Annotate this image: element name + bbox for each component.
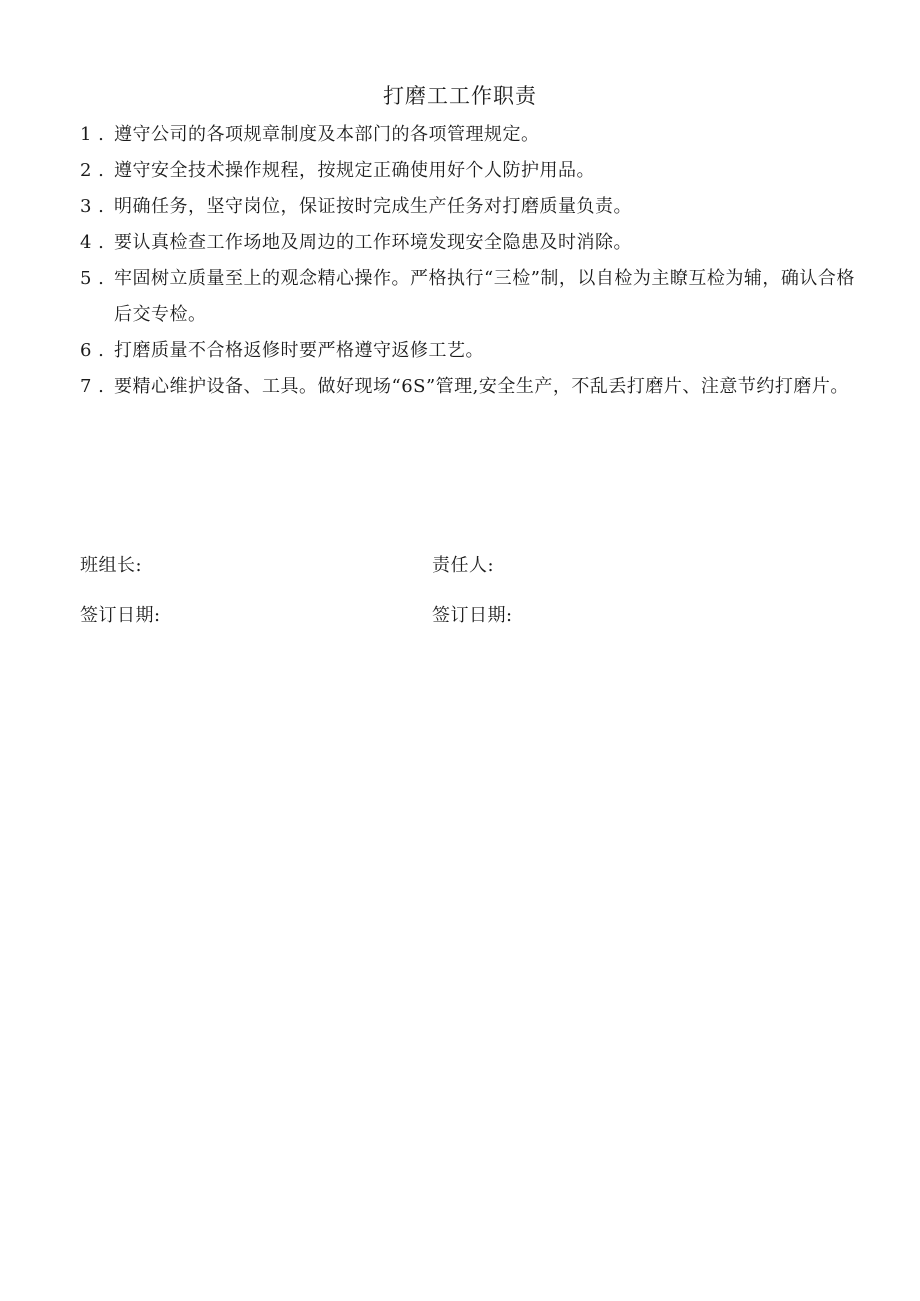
duty-number: 2 . — [80, 160, 105, 181]
sign-date-left-label: 签订日期: — [80, 605, 161, 626]
duty-text: 要认真检查工作场地及周边的工作环境发现安全隐患及时消除。 — [114, 232, 632, 253]
responsible-person-label: 责任人: — [432, 555, 495, 576]
duty-item-2 — [80, 153, 860, 189]
duty-text: 遵守公司的各项规章制度及本部门的各项管理规定。 — [114, 124, 540, 145]
duty-number: 1 . — [80, 124, 105, 145]
duty-item-6 — [80, 333, 860, 369]
duty-number: 4 . — [80, 232, 105, 253]
duty-number: 3 . — [80, 196, 105, 217]
document-title: 打磨工工作职责 — [383, 84, 537, 108]
duty-text: 牢固树立质量至上的观念精心操作。严格执行“三检”制，以自检为主瞭互检为辅，确认合格后交专检。 — [114, 268, 855, 325]
duty-item-4 — [80, 225, 860, 261]
duty-item-3 — [80, 189, 860, 225]
duty-item-5 — [80, 261, 860, 333]
duty-text: 明确任务，坚守岗位，保证按时完成生产任务对打磨质量负责。 — [114, 196, 632, 217]
sign-date-right-label: 签订日期: — [432, 605, 513, 626]
duty-item-7 — [80, 369, 860, 405]
duty-item-1 — [80, 117, 860, 153]
duty-number: 5 . — [80, 268, 105, 289]
duty-number: 7 . — [80, 376, 105, 397]
team-leader-label: 班组长: — [80, 555, 143, 576]
duty-text: 要精心维护设备、工具。做好现场“6S”管理,安全生产，不乱丢打磨片、注意节约打磨片。 — [114, 376, 849, 397]
duty-text: 打磨质量不合格返修时要严格遵守返修工艺。 — [114, 340, 484, 361]
duty-text: 遵守安全技术操作规程，按规定正确使用好个人防护用品。 — [114, 160, 595, 181]
duty-number: 6 . — [80, 340, 105, 361]
duty-list — [80, 117, 860, 405]
